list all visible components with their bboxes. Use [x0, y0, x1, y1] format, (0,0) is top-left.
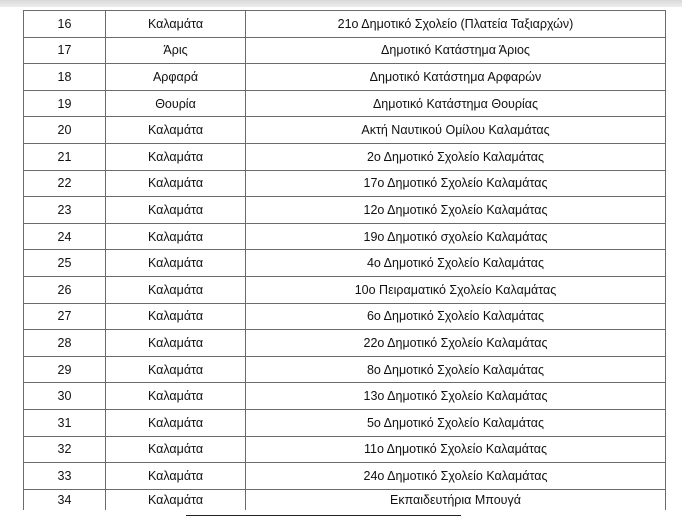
cell-location: Εκπαιδευτήρια Μπουγά: [246, 489, 666, 510]
cell-location: 8ο Δημοτικό Σχολείο Καλαμάτας: [246, 356, 666, 383]
cell-num: 18: [24, 64, 106, 91]
cell-town: Καλαμάτα: [106, 383, 246, 410]
cell-num: 32: [24, 436, 106, 463]
cell-location: 22ο Δημοτικό Σχολείο Καλαμάτας: [246, 330, 666, 357]
cell-location: 12ο Δημοτικό Σχολείο Καλαμάτας: [246, 197, 666, 224]
cell-town: Καλαμάτα: [106, 170, 246, 197]
cell-town: Καλαμάτα: [106, 11, 246, 38]
cell-num: 28: [24, 330, 106, 357]
cell-num: 31: [24, 409, 106, 436]
table-row: [24, 170, 666, 197]
cell-num: 27: [24, 303, 106, 330]
cell-town: Καλαμάτα: [106, 463, 246, 490]
cell-location: 24ο Δημοτικό Σχολείο Καλαμάτας: [246, 463, 666, 490]
cell-num: 16: [24, 11, 106, 38]
table-row: [24, 64, 666, 91]
cell-num: 26: [24, 276, 106, 303]
table-row: [24, 37, 666, 64]
underline-rule: [186, 515, 461, 516]
cell-town: Καλαμάτα: [106, 489, 246, 510]
table-row: [24, 276, 666, 303]
cell-town: Καλαμάτα: [106, 276, 246, 303]
cell-town: Καλαμάτα: [106, 436, 246, 463]
cell-town: Καλαμάτα: [106, 117, 246, 144]
page-top-edge: [0, 0, 682, 7]
cell-town: Καλαμάτα: [106, 250, 246, 277]
table-row: [24, 383, 666, 410]
cell-num: 24: [24, 223, 106, 250]
cell-town: Καλαμάτα: [106, 303, 246, 330]
cell-location: 10ο Πειραματικό Σχολείο Καλαμάτας: [246, 276, 666, 303]
polling-locations-table: [23, 10, 666, 510]
table-row: [24, 330, 666, 357]
cell-num: 23: [24, 197, 106, 224]
cell-num: 19: [24, 90, 106, 117]
cell-location: Ακτή Ναυτικού Ομίλου Καλαμάτας: [246, 117, 666, 144]
cell-location: 5ο Δημοτικό Σχολείο Καλαμάτας: [246, 409, 666, 436]
table-row: [24, 436, 666, 463]
cell-location: 13ο Δημοτικό Σχολείο Καλαμάτας: [246, 383, 666, 410]
table-body: [24, 11, 666, 510]
table-row: [24, 11, 666, 38]
table-row: [24, 143, 666, 170]
cell-num: 30: [24, 383, 106, 410]
cell-num: 34: [24, 489, 106, 510]
cell-town: Καλαμάτα: [106, 223, 246, 250]
cell-town: Αρφαρά: [106, 64, 246, 91]
table-row: [24, 250, 666, 277]
cell-location: Δημοτικό Κατάστημα Αρφαρών: [246, 64, 666, 91]
cell-location: Δημοτικό Κατάστημα Άριος: [246, 37, 666, 64]
cell-location: 6ο Δημοτικό Σχολείο Καλαμάτας: [246, 303, 666, 330]
cell-location: 4ο Δημοτικό Σχολείο Καλαμάτας: [246, 250, 666, 277]
cell-town: Καλαμάτα: [106, 197, 246, 224]
cell-location: 2ο Δημοτικό Σχολείο Καλαμάτας: [246, 143, 666, 170]
cell-location: 21ο Δημοτικό Σχολείο (Πλατεία Ταξιαρχών): [246, 11, 666, 38]
table-row: [24, 303, 666, 330]
cell-num: 21: [24, 143, 106, 170]
cell-town: Θουρία: [106, 90, 246, 117]
cell-num: 20: [24, 117, 106, 144]
cell-location: Δημοτικό Κατάστημα Θουρίας: [246, 90, 666, 117]
cell-location: 11ο Δημοτικό Σχολείο Καλαμάτας: [246, 436, 666, 463]
cell-num: 22: [24, 170, 106, 197]
cell-town: Άρις: [106, 37, 246, 64]
cell-town: Καλαμάτα: [106, 143, 246, 170]
cell-num: 33: [24, 463, 106, 490]
cell-town: Καλαμάτα: [106, 330, 246, 357]
table-row: [24, 463, 666, 490]
cell-num: 25: [24, 250, 106, 277]
cell-location: 17ο Δημοτικό Σχολείο Καλαμάτας: [246, 170, 666, 197]
cell-town: Καλαμάτα: [106, 409, 246, 436]
cell-num: 17: [24, 37, 106, 64]
cell-location: 19ο Δημοτικό σχολείο Καλαμάτας: [246, 223, 666, 250]
table-row: [24, 356, 666, 383]
table-row: [24, 409, 666, 436]
table-row: [24, 90, 666, 117]
cell-num: 29: [24, 356, 106, 383]
table-row: [24, 489, 666, 510]
cell-town: Καλαμάτα: [106, 356, 246, 383]
table-row: [24, 197, 666, 224]
table-row: [24, 223, 666, 250]
table-row: [24, 117, 666, 144]
